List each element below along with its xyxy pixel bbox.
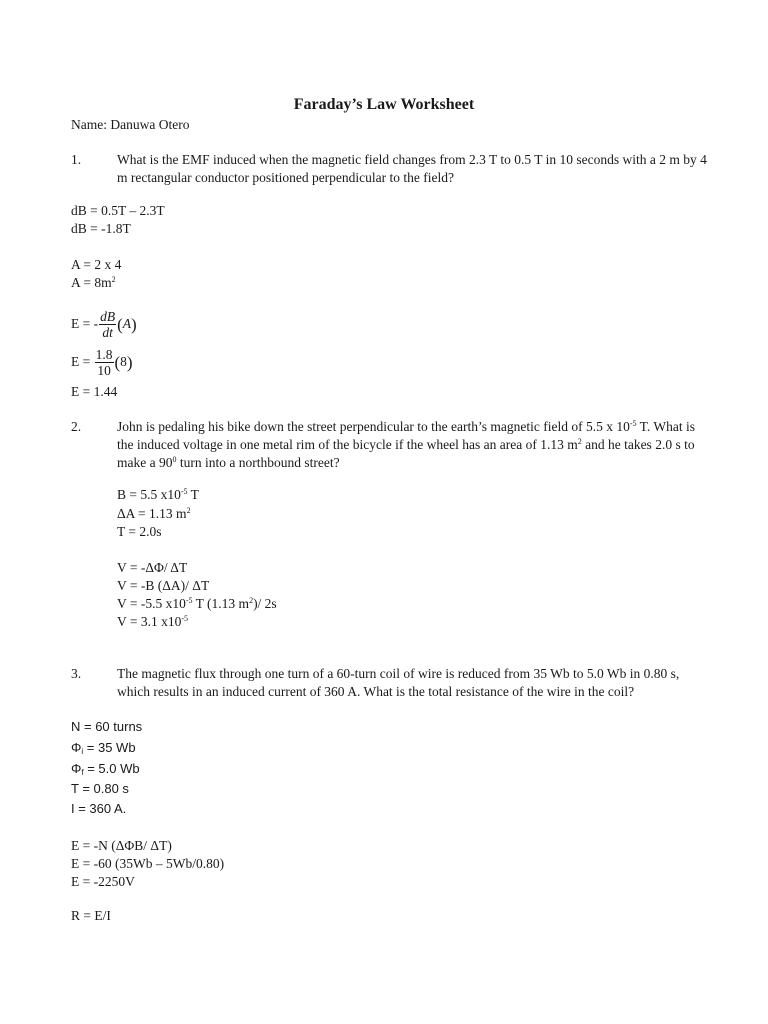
student-name: Name: Danuwa Otero [71, 117, 190, 132]
q1-area-step1: A = 2 x 4 [71, 257, 122, 272]
q3-current: I = 360 A. [71, 801, 127, 816]
q1-emf-substitution: E = $\frac{1.8}{10}$ (8) [71, 347, 133, 379]
q2-v-step2: V = -B (ΔA)/ ΔT [117, 578, 210, 593]
q1-emf-result: E = 1.44 [71, 384, 118, 399]
q3-final-flux: $\Phi_f = 5.0$ Wb [71, 761, 140, 777]
q3-turns: N = 60 turns [71, 719, 143, 734]
rate-fraction: $\frac{1.8}{10}$ [95, 347, 113, 379]
q3-emf-step1: E = -N (ΔΦB/ ΔT) [71, 838, 172, 853]
q2-area-change: ΔA = 1.13 $m^2$ [117, 506, 191, 521]
q3-resistance-formula: R = E/I [71, 908, 111, 923]
q1-area-step2: $A = 8m^2$ [71, 275, 116, 290]
q2-v-step3: V = -5.5 $x10^{-5}$ T (1.13 $m^2)/$ 2s [117, 596, 277, 611]
q3-time: T = 0.80 s [71, 781, 129, 796]
q1-text-line1: What is the EMF induced when the magnetic field changes from 2.3 T to 0.5 T in 10 seconds with a 2 m by 4 [117, 152, 707, 167]
dbdt-fraction: $\frac{dB}{dt}$ [100, 309, 116, 341]
q2-time: T = 2.0s [117, 524, 162, 539]
q2-number: 2. [71, 419, 82, 434]
q1-text-line2: m rectangular conductor positioned perpendicular to the field? [117, 170, 454, 185]
q3-text-line2: which results in an induced current of 360 A. What is the total resistance of the wire in the coil? [117, 684, 635, 699]
q1-emf-formula: E = - $\frac{dB}{dt}$ (A) [71, 309, 137, 341]
page-title: Faraday’s Law Worksheet [293, 96, 475, 113]
q1-db-step1: dB = 0.5T – 2.3T [71, 203, 165, 218]
q3-emf-result: E = -2250V [71, 874, 135, 889]
q2-b-value: B = 5.5 $x10^{-5}$ T [117, 487, 199, 502]
q3-initial-flux: $\Phi_i = 35$ Wb [71, 740, 136, 756]
q3-emf-step2: E = -60 (35Wb – 5Wb/0.80) [71, 856, 225, 871]
q2-text-line2: the induced voltage in one metal rim of the bicycle if the wheel has an area of 1.13 $m^2$ and he takes 2.0 s to [117, 437, 695, 452]
q2-v-result: V = 3.1 $x10^{-5}$ [117, 614, 189, 629]
q1-number: 1. [71, 152, 82, 167]
q3-number: 3. [71, 666, 82, 681]
q2-text-line1: John is pedaling his bike down the street perpendicular to the earth’s magnetic field of 5.5 x $10^{-5}$ T. What is [117, 419, 696, 434]
q3-text-line1: The magnetic flux through one turn of a 60-turn coil of wire is reduced from 35 Wb to 5.0 Wb in 0.80 s, [117, 666, 680, 681]
q1-db-step2: dB = -1.8T [71, 221, 131, 236]
q2-v-step1: V = -ΔΦ/ ΔT [117, 560, 188, 575]
q2-text-line3: make a $90^0$ turn into a northbound street? [117, 455, 340, 470]
